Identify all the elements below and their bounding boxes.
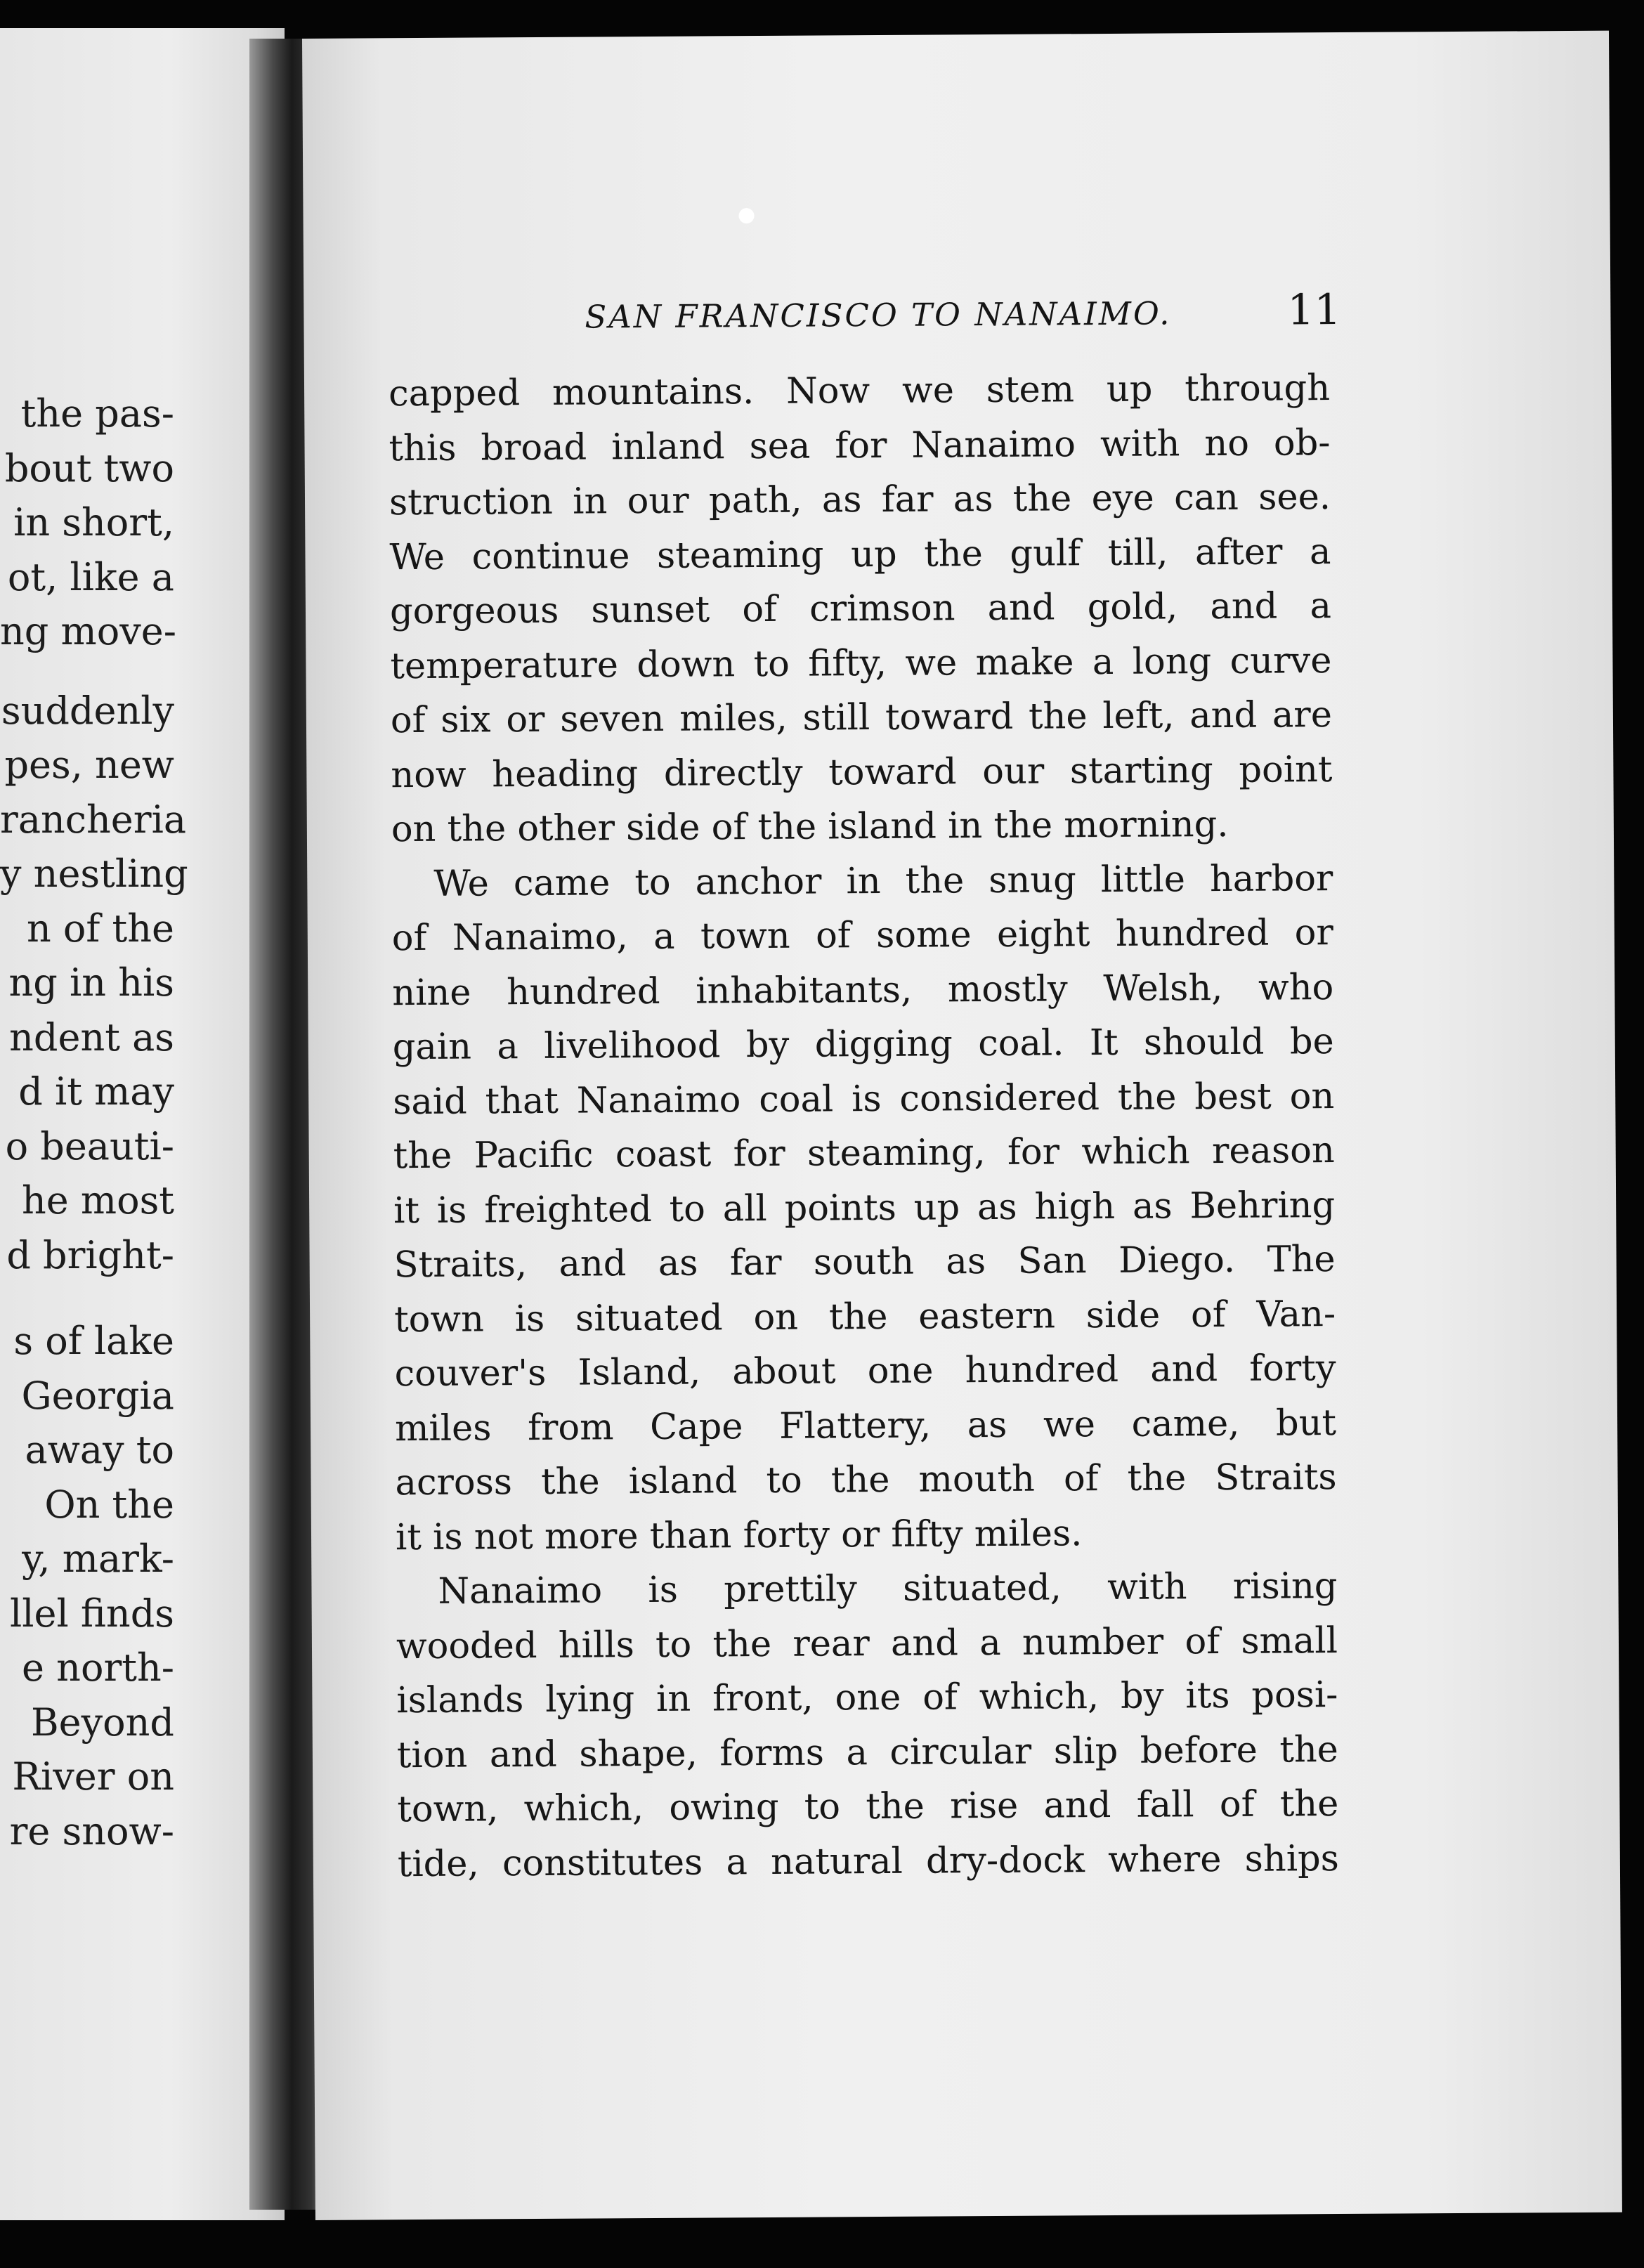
text-line: Beyond [30, 1700, 174, 1745]
text-line: across the island to the mouth of the Straits [395, 1456, 1337, 1504]
text-line: nine hundred inhabitants, mostly Welsh, who [392, 966, 1334, 1014]
line-gap [0, 1282, 174, 1314]
text-line: pes, new [4, 743, 174, 787]
text-line: the Pacific coast for steaming, for which reason [393, 1130, 1335, 1178]
text-line: on the other side of the island in the morning. [391, 803, 1229, 851]
text-line: bout two [4, 445, 174, 490]
text-line: gorgeous sunset of crimson and gold, and a [389, 585, 1332, 633]
text-line: We came to anchor in the snug little harbor [433, 857, 1333, 905]
text-line: On the [44, 1482, 174, 1527]
text-line: e north- [22, 1645, 174, 1690]
text-line: Georgia [21, 1373, 174, 1418]
text-line: s of lake [13, 1319, 174, 1363]
text-line: away to [25, 1428, 174, 1472]
facing-page-left [0, 28, 285, 2220]
text-line: said that Nanaimo coal is considered the best on [393, 1075, 1335, 1123]
running-title: SAN FRANCISCO TO NANAIMO. [585, 294, 1172, 336]
text-line: tion and shape, forms a circular slip before the [396, 1728, 1339, 1776]
text-line: d it may [18, 1069, 174, 1114]
text-line: ot, like a [7, 554, 174, 599]
text-line: Straits, and as far south as San Diego. The [393, 1239, 1336, 1286]
text-line: miles from Cape Flattery, as we came, but [394, 1402, 1337, 1449]
text-line: ndent as [9, 1015, 174, 1060]
body-text [389, 361, 1339, 1891]
text-line: capped mountains. Now we stem up through [388, 367, 1331, 415]
text-line: town is situated on the eastern side of Van- [393, 1293, 1336, 1341]
text-line: y, mark- [22, 1537, 174, 1581]
text-line: n of the [26, 906, 174, 951]
text-line: suddenly [1, 688, 174, 733]
page-number: 11 [1287, 285, 1341, 335]
text-line: of six or seven miles, still toward the left, and are [390, 694, 1333, 742]
text-line: rancheria [0, 797, 187, 842]
text-line: ng move- [0, 609, 176, 653]
text-line: ng in his [8, 960, 174, 1005]
text-line: We continue steaming up the gulf till, after a [389, 530, 1331, 578]
scan-speck [738, 208, 754, 223]
text-line: now heading directly toward our starting point [391, 748, 1333, 796]
text-line: it is not more than forty or fifty miles. [395, 1512, 1083, 1558]
line-gap [0, 659, 174, 684]
text-line: y nestling [0, 852, 188, 896]
text-line: it is freighted to all points up as high as Behring [393, 1184, 1336, 1232]
text-line: llel finds [9, 1591, 174, 1636]
text-line: o beauti- [5, 1123, 174, 1168]
running-head [585, 283, 1638, 346]
text-line: in short, [13, 500, 174, 545]
text-line: Nanaimo is prettily situated, with rising [438, 1565, 1338, 1612]
text-line: River on [12, 1754, 174, 1799]
text-line: he most [21, 1178, 174, 1223]
text-line: couver's Island, about one hundred and forty [394, 1348, 1336, 1395]
text-line: wooded hills to the rear and a number of small [396, 1619, 1338, 1667]
text-line: temperature down to fifty, we make a long curve [390, 639, 1332, 687]
facing-page-text [0, 386, 188, 1858]
text-line: tide, constitutes a natural dry-dock where ships [397, 1837, 1340, 1885]
text-line: this broad inland sea for Nanaimo with no ob- [389, 422, 1331, 469]
text-line: gain a livelihood by digging coal. It should be [392, 1021, 1334, 1069]
text-line: islands lying in front, one of which, by its posi- [396, 1674, 1338, 1722]
text-line: of Nanaimo, a town of some eight hundred or [391, 912, 1333, 960]
main-page [302, 31, 1622, 2220]
text-line: d bright- [6, 1232, 174, 1277]
text-line: town, which, owing to the rise and fall of the [397, 1783, 1339, 1831]
text-line: struction in our path, as far as the eye can see. [389, 476, 1331, 524]
text-line: re snow- [9, 1808, 174, 1853]
text-line: the pas- [20, 391, 174, 436]
